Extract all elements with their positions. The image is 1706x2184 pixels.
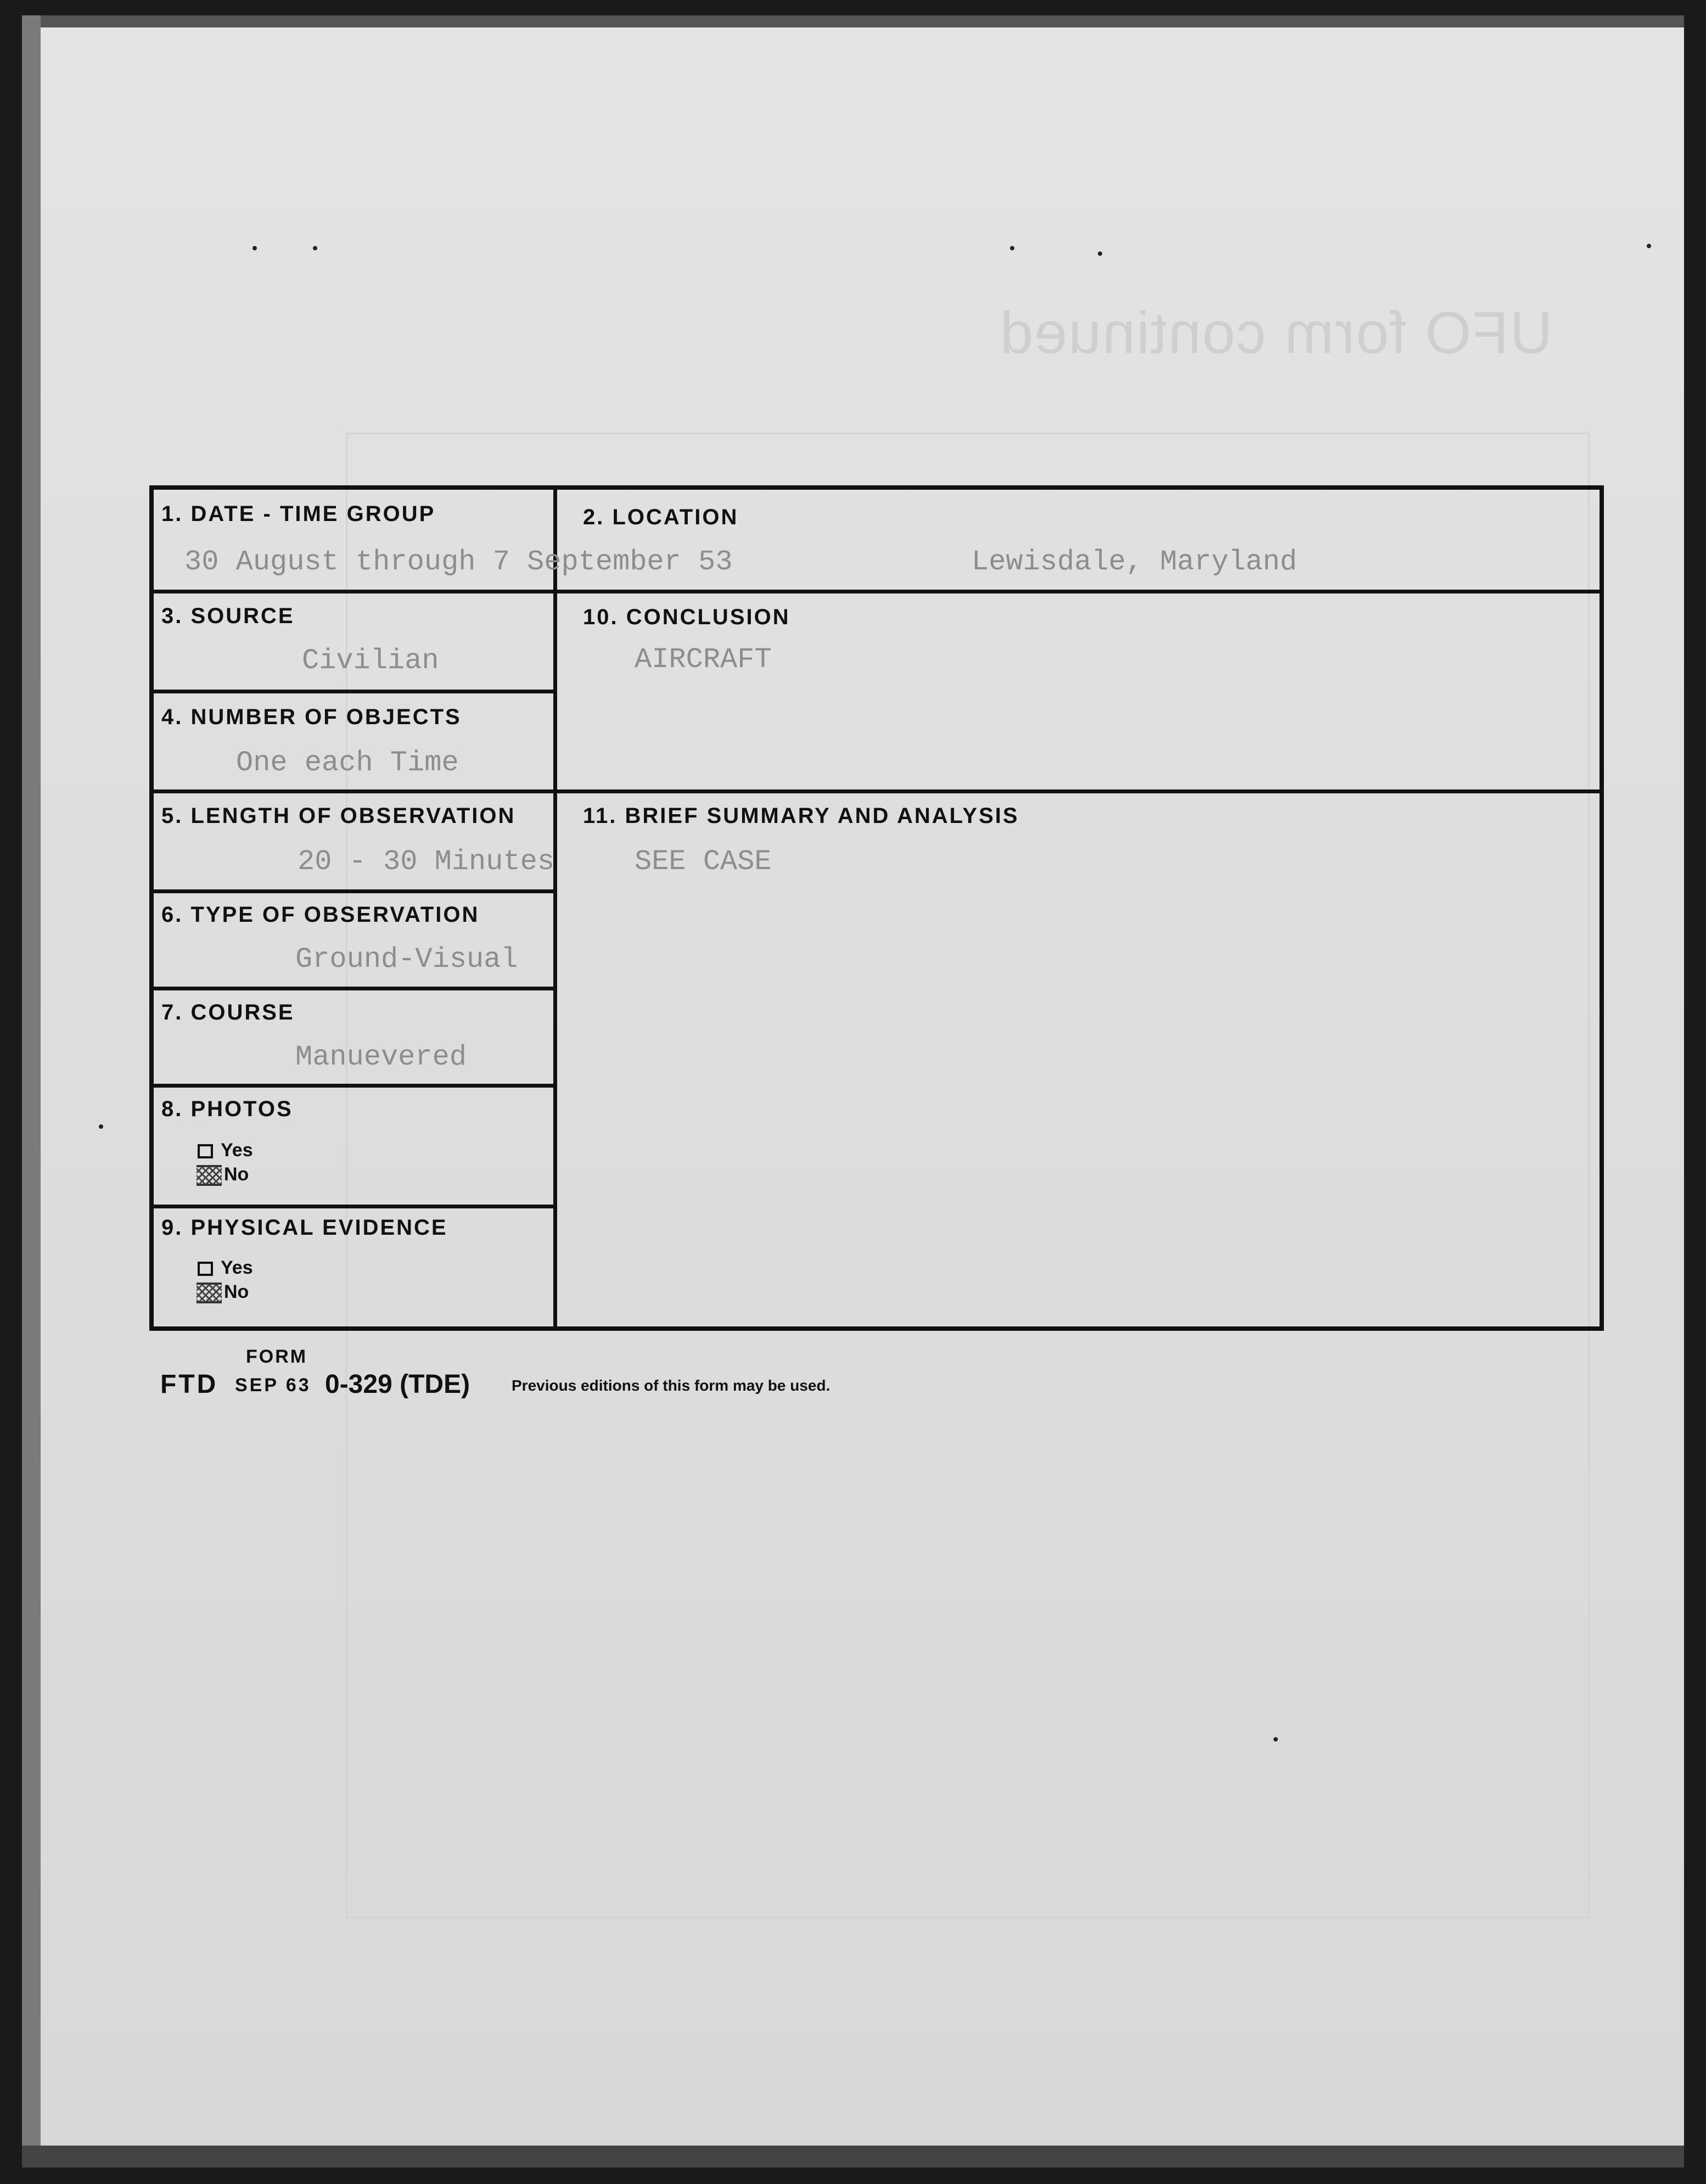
- dust-speck: [1010, 246, 1014, 250]
- length-of-observation-label: 5. LENGTH OF OBSERVATION: [161, 804, 516, 828]
- physical-evidence-yes-option[interactable]: [198, 1257, 253, 1279]
- type-of-observation-value: Ground-Visual: [295, 943, 518, 976]
- physical-evidence-yes-label: Yes: [221, 1257, 253, 1278]
- course-value: Manuevered: [295, 1041, 467, 1073]
- dust-speck: [99, 1124, 103, 1129]
- scan-edge-bottom: [22, 2146, 1684, 2168]
- dust-speck: [313, 246, 317, 250]
- row-divider: [154, 1205, 557, 1208]
- footer-form-word: FORM: [246, 1346, 308, 1367]
- physical-evidence-no-label: No: [224, 1281, 249, 1302]
- row-divider: [154, 889, 557, 893]
- photos-yes-label: Yes: [221, 1140, 253, 1161]
- scan-edge-left: [22, 15, 41, 2168]
- source-value: Civilian: [302, 645, 439, 677]
- photos-no-label: No: [224, 1164, 249, 1185]
- dust-speck: [1647, 244, 1651, 248]
- row-divider: [154, 1084, 557, 1088]
- ufo-report-form: [149, 485, 1604, 1331]
- date-time-group-value: 30 August through 7 September 53: [184, 546, 733, 578]
- scan-edge-top: [22, 15, 1684, 27]
- row-divider: [154, 690, 557, 693]
- checkbox-marked-icon: [197, 1283, 222, 1303]
- footer-ftd: FTD: [160, 1370, 218, 1399]
- location-value: Lewisdale, Maryland: [972, 546, 1297, 578]
- photos-no-option[interactable]: [197, 1164, 249, 1186]
- dust-speck: [252, 246, 257, 250]
- physical-evidence-label: 9. PHYSICAL EVIDENCE: [161, 1216, 448, 1240]
- physical-evidence-no-option[interactable]: [197, 1281, 249, 1303]
- photos-label: 8. PHOTOS: [161, 1097, 293, 1121]
- checkbox-marked-icon: [197, 1165, 222, 1186]
- conclusion-label: 10. CONCLUSION: [583, 605, 790, 629]
- date-time-group-label: 1. DATE - TIME GROUP: [161, 502, 436, 526]
- type-of-observation-label: 6. TYPE OF OBSERVATION: [161, 903, 480, 927]
- photos-yes-option[interactable]: [198, 1140, 253, 1161]
- length-of-observation-value: 20 - 30 Minutes: [298, 845, 555, 878]
- source-label: 3. SOURCE: [161, 604, 295, 628]
- footer-date: SEP 63: [235, 1375, 311, 1396]
- number-of-objects-label: 4. NUMBER OF OBJECTS: [161, 705, 462, 729]
- column-divider: [553, 490, 557, 1326]
- brief-summary-label: 11. BRIEF SUMMARY AND ANALYSIS: [583, 804, 1019, 828]
- footer-form-number: 0-329 (TDE): [325, 1370, 470, 1399]
- conclusion-value: AIRCRAFT: [635, 643, 772, 676]
- checkbox-empty-icon: [198, 1262, 213, 1276]
- document-page: [22, 15, 1684, 2168]
- location-label: 2. LOCATION: [583, 505, 739, 529]
- row-divider: [154, 590, 1600, 593]
- brief-summary-value: SEE CASE: [635, 845, 772, 878]
- course-label: 7. COURSE: [161, 1000, 295, 1024]
- dust-speck: [1273, 1737, 1278, 1741]
- footer-note: Previous editions of this form may be used.: [512, 1377, 830, 1394]
- dust-speck: [1098, 251, 1102, 256]
- checkbox-empty-icon: [198, 1144, 213, 1158]
- row-divider: [154, 789, 1600, 793]
- row-divider: [154, 987, 557, 990]
- bleed-through-header: UFO form continued: [999, 299, 1553, 366]
- number-of-objects-value: One each Time: [236, 747, 459, 779]
